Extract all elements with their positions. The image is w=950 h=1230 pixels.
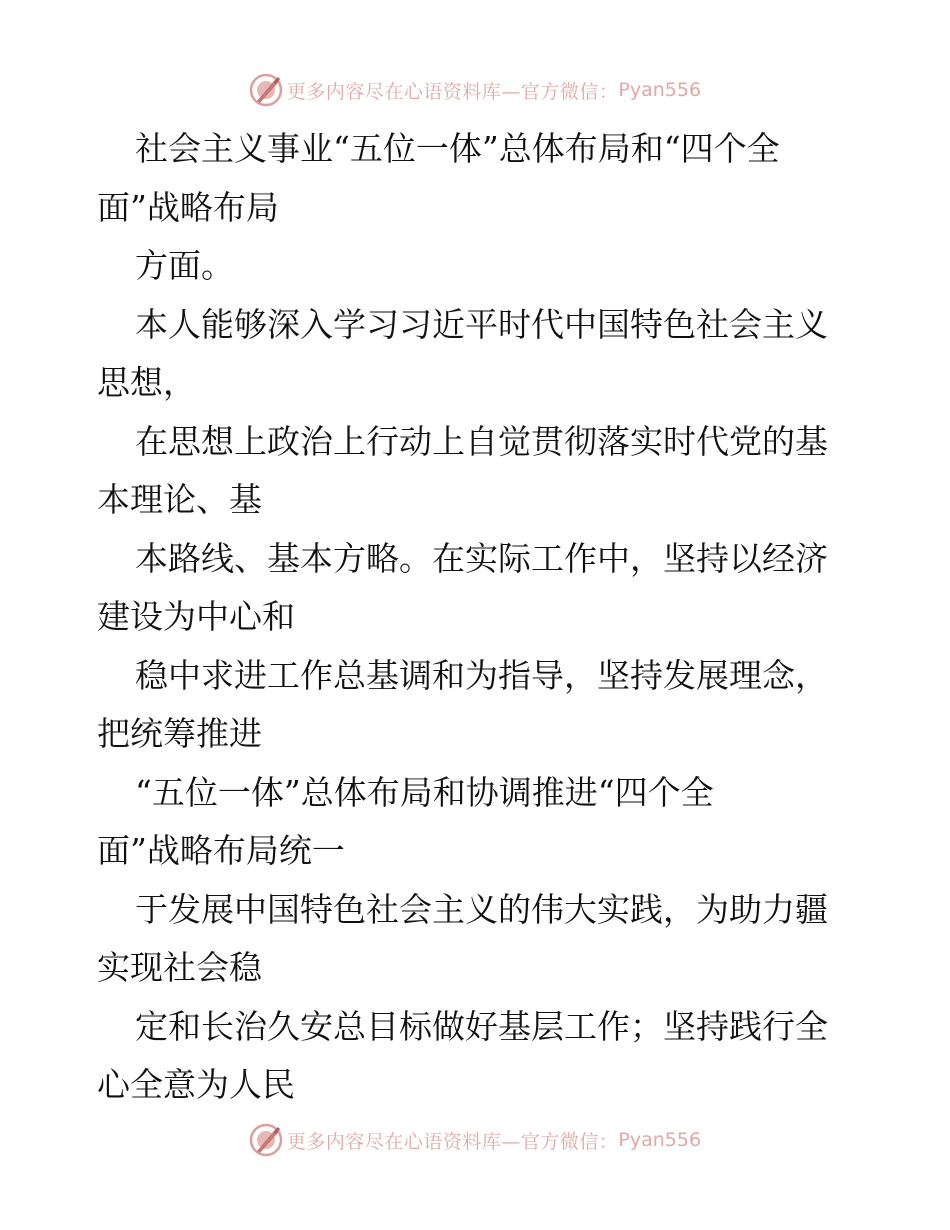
banner-text: 更多内容尽在心语资料库—官方微信： [286,1130,619,1153]
banner-wechat-id: Pyan556 [618,79,702,101]
text-line: 把统筹推进 [97,714,262,753]
pen-logo-icon [249,1123,283,1157]
text-line: 定和长治久安总目标做好基层工作；坚持践行全 [135,1006,828,1046]
text-line: 心全意为人民 [97,1065,295,1104]
text-line: “五位一体”总体布局和协调推进“四个全 [135,772,714,812]
text-line: 面”战略布局 [97,187,279,227]
banner-text: 更多内容尽在心语资料库—官方微信： [286,80,619,103]
body-text [97,120,857,1115]
footer-banner [0,1120,950,1160]
text-line: 建设为中心和 [97,597,295,636]
banner-wechat-id: Pyan556 [618,1129,702,1151]
text-line: 在思想上政治上行动上自觉贯彻落实时代党的基 [135,421,828,461]
text-line: 面”战略布局统一 [97,831,345,870]
text-line: 本路线、基本方略。在实际工作中，坚持以经济 [135,538,828,578]
text-line: 本人能够深入学习习近平时代中国特色社会主义 [135,304,828,344]
text-line: 本理论、基 [97,480,262,519]
text-line: 稳中求进工作总基调和为指导，坚持发展理念， [135,655,828,695]
text-line: 思想， [97,363,196,402]
text-line: 社会主义事业“五位一体”总体布局和“四个全 [135,129,780,168]
text-line: 实现社会稳 [97,948,262,987]
text-line: 方面。 [135,246,234,285]
text-line: 于发展中国特色社会主义的伟大实践，为助力疆 [135,889,828,929]
header-banner [0,70,950,110]
pen-logo-icon [249,73,283,107]
